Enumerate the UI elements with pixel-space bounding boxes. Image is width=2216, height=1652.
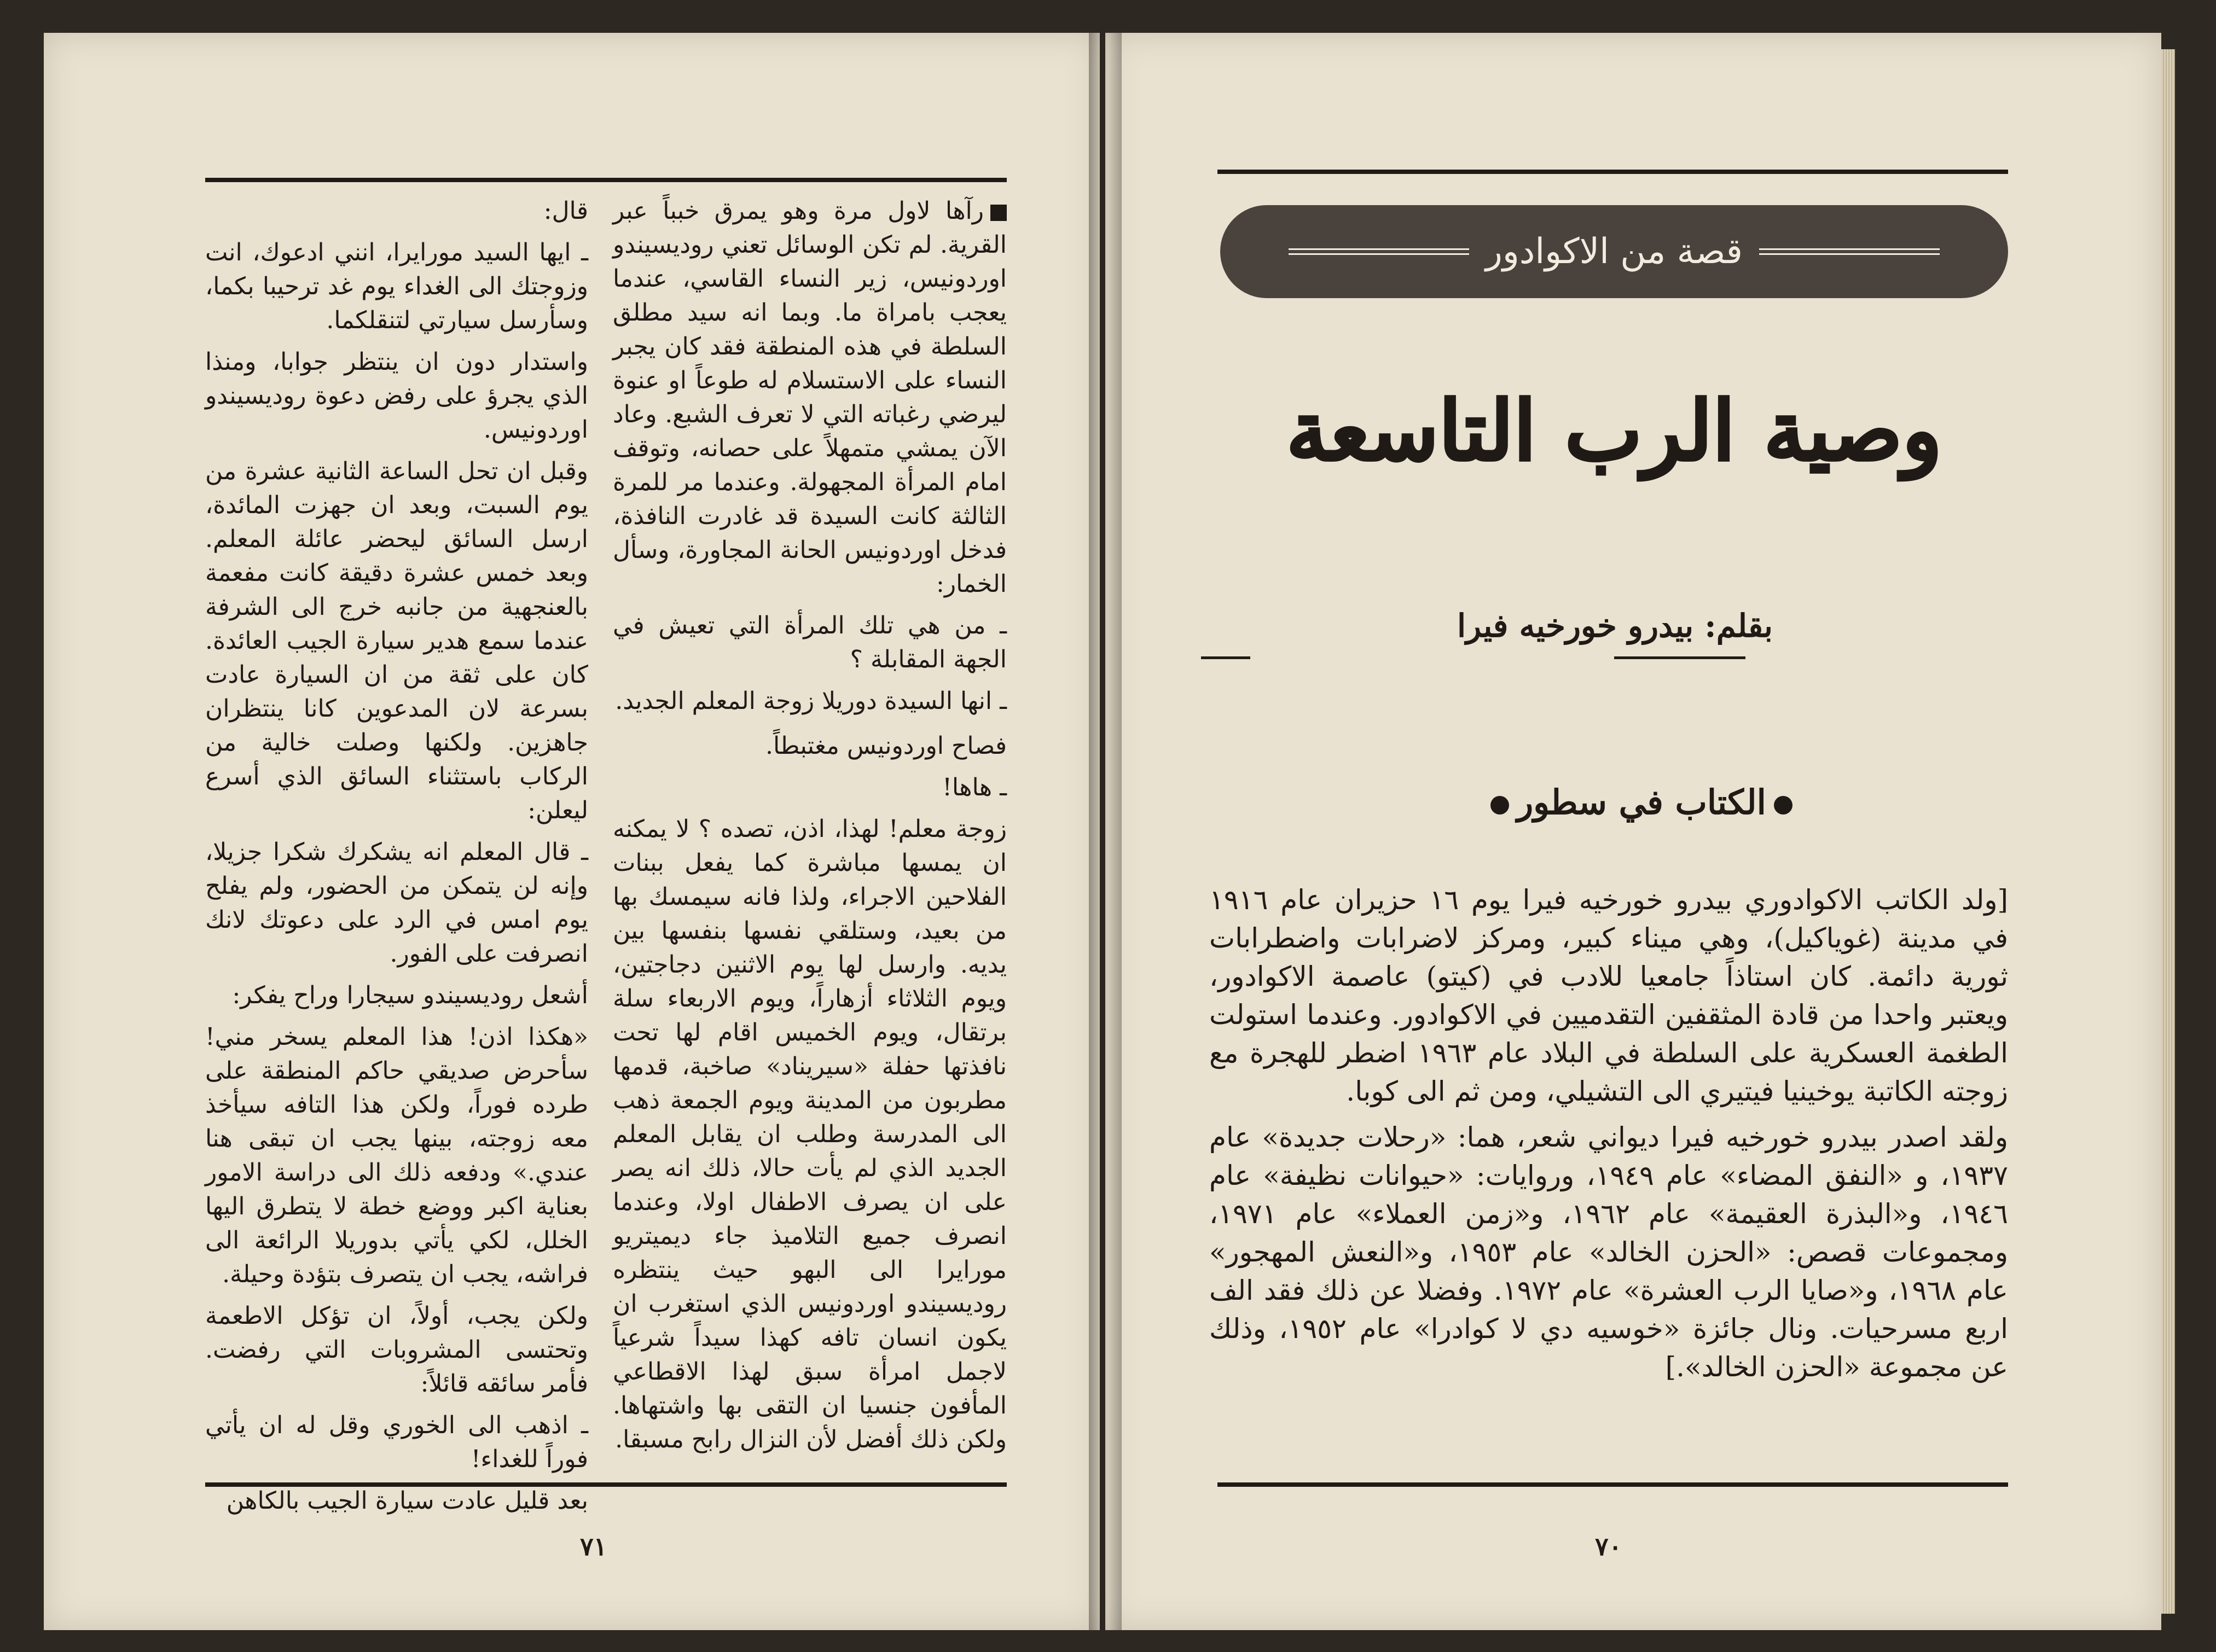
page-edges bbox=[2161, 49, 2175, 1614]
paragraph: [ولد الكاتب الاكوادوري بيدرو خورخيه فيرا يوم ١٦ حزيران عام ١٩١٦ في مدينة (غوياكيل)، وهي ميناء كبير، ومركز لاضرابات واضطرابات ثورية دائمة. كان استاذاً جامعيا للادب في (كيتو) عاصمة الاكوادور، ويعتبر واحدا من قادة المثقفين التقدميين في الاكوادور. وعندما استولت الطغمة العسكرية على السلطة في البلاد عام ١٩٦٣ اضطر للهجرة مع زوجته الكاتبة يوخينيا فيتيري الى التشيلي، ومن ثم الى كوبا. bbox=[1209, 884, 2008, 1107]
left-top-rule bbox=[205, 178, 1007, 182]
paragraph: ـ هاها! bbox=[942, 773, 1007, 801]
right-bottom-rule bbox=[1217, 1482, 2008, 1487]
paragraph: ـ قال المعلم انه يشكرك شكرا جزيلا، وإنه لن يتمكن من الحضور، ولم يفلح يوم امس في الرد على دعوتك لانك انصرفت على الفور. bbox=[205, 838, 588, 968]
square-bullet-icon bbox=[990, 205, 1007, 221]
paragraph: أشعل روديسيندو سيجارا وراح يفكر: bbox=[232, 981, 588, 1009]
bullet-dot-icon bbox=[1490, 796, 1509, 815]
paragraph: واستدار دون ان ينتظر جوابا، ومنذا الذي يجرؤ على رفض دعوة روديسيندو اوردونيس. bbox=[205, 348, 588, 444]
paragraph: فصاح اوردونيس مغتبطاً. bbox=[765, 732, 1007, 760]
banner-right-rule bbox=[1289, 248, 1469, 255]
banner-left-rule bbox=[1759, 248, 1940, 255]
paragraph: ـ ايها السيد مورايرا، انني ادعوك، انت وزوجتك الى الغداء يوم غد ترحيبا بكما، وسأرسل سيارتي لتنقلكما. bbox=[205, 239, 588, 334]
story-title: وصية الرب التاسعة bbox=[1286, 383, 1942, 479]
byline-text: بقلم: بيدرو خورخيه فيرا bbox=[1457, 607, 1773, 644]
left-bottom-rule bbox=[205, 1482, 1007, 1487]
paragraph: رآها لاول مرة وهو يمرق خبباً عبر القرية. لم تكن الوسائل تعني روديسيندو اوردونيس، زير النساء القاسي، عندما يعجب بامراة ما. وبما انه سيد مطلق السلطة في هذه المنطقة فقد كان يجبر النساء على الاستسلام له طوعاً او عنوة ليرضي رغباته التي لا تعرف الشبع. وعاد الآن يمشي متمهلاً على حصانه، وتوقف امام المرأة المجهولة. وعندما مر للمرة الثالثة كانت السيدة قد غادرت النافذة، فدخل اوردونيس الحانة المجاورة، وسأل الخمار: bbox=[613, 197, 1007, 598]
paragraph: زوجة معلم! لهذا، اذن، تصده ؟ لا يمكنه ان يمسها مباشرة كما يفعل ببنات الفلاحين الاجراء، ولذا فانه سيمسك بها من بعيد، وستلقي نفسها بنفسها بين يديه. وارسل لها يوم الاثنين دجاجتين، ويوم الثلاثاء أزهاراً، ويوم الاربعاء سلة برتقال، ويوم الخميس اقام لها تحت نافذتها حفلة «سيريناد» صاخبة، قدمها مطربون من المدينة ويوم الجمعة ذهب الى المدرسة وطلب ان يقابل المعلم الجديد الذي لم يأت حالا، ذلك انه يصر على ان يصرف الاطفال اولا، وعندما انصرف جميع التلاميذ جاء ديميتريو مورايرا الى البهو حيث ينتظره روديسيندو اوردونيس الذي استغرب ان يكون انسان تافه كهذا سيداً شرعياً لاجمل امرأة سبق لهذا الاقطاعي المأفون جنسيا ان التقى بها واشتهاها. ولكن ذلك أفضل لأن النزال رابح مسبقا. bbox=[613, 815, 1007, 1453]
author-bio bbox=[1209, 881, 2008, 1394]
section-heading bbox=[1423, 782, 1860, 822]
byline bbox=[1258, 607, 1773, 644]
story-origin-banner bbox=[1220, 205, 2008, 298]
paragraph: ـ من هي تلك المرأة التي تعيش في الجهة المقابلة ؟ bbox=[613, 612, 1007, 673]
byline-underline bbox=[1614, 656, 1745, 659]
byline-underline-left bbox=[1201, 656, 1250, 659]
paragraph: وقبل ان تحل الساعة الثانية عشرة من يوم السبت، وبعد ان جهزت المائدة، ارسل السائق ليحضر عائلة المعلم. وبعد خمس عشرة دقيقة كانت مفعمة بالعنجهية من جانبه خرج الى الشرفة عندما سمع هدير سيارة الجيب العائدة. كان على ثقة من ان السيارة عادت بسرعة لان المدعوين كانا ينتظران جاهزين. ولكنها وصلت خالية من الركاب باستثناء السائق الذي أسرع ليعلن: bbox=[205, 457, 588, 824]
paragraph: «هكذا اذن! هذا المعلم يسخر مني! سأحرض صديقي حاكم المنطقة على طرده فوراً، ولكن هذا التافه سيأخذ معه زوجته، بينها يجب ان تبقى هنا عندي.» ودفعه ذلك الى دراسة الامور بعناية اكبر ووضع خطة لا يتطرق اليها الخلل، لكي يأتي بدوريلا الرائعة الى فراشه، يجب ان يتصرف بتؤدة وحيلة. bbox=[205, 1023, 588, 1288]
page-number: ٧١ bbox=[580, 1532, 607, 1561]
left-page-right-column bbox=[613, 194, 1007, 1464]
paragraph: ولكن يجب، أولاً، ان تؤكل الاطعمة وتحتسى المشروبات التي رفضت. فأمر سائقه قائلاً: bbox=[205, 1302, 588, 1398]
paragraph: قال: bbox=[543, 197, 588, 225]
paragraph: ـ اذهب الى الخوري وقل له ان يأتي فوراً للغداء! bbox=[205, 1411, 588, 1473]
banner-text: قصة من الاكوادور bbox=[1486, 231, 1743, 272]
paragraph: ولقد اصدر بيدرو خورخيه فيرا ديواني شعر، هما: «رحلات جديدة» عام ١٩٣٧، و «النفق المضاء» عام ١٩٤٩، وروايات: «حيوانات نظيفة» عام ١٩٤٦، و«البذرة العقيمة» عام ١٩٦٢، و«زمن العملاء» عام ١٩٧١، ومجموعات قصص: «الحزن الخالد» عام ١٩٥٣، و«النعش المهجور» عام ١٩٦٨، و«صايا الرب العشرة» عام ١٩٧٢. وفضلا عن ذلك فقد الف اربع مسرحيات. ونال جائزة «خوسيه دي لا كوادرا» عام ١٩٥٢، وذلك عن مجموعة «الحزن الخالد».] bbox=[1209, 1121, 2008, 1383]
book-gutter bbox=[1089, 33, 1122, 1630]
bullet-dot-icon bbox=[1774, 796, 1792, 815]
page-number: ٧٠ bbox=[1595, 1532, 1622, 1561]
left-page-left-column bbox=[205, 194, 588, 1526]
paragraph: ـ انها السيدة دوريلا زوجة المعلم الجديد. bbox=[615, 687, 1007, 715]
section-heading-text: الكتاب في سطور bbox=[1517, 782, 1766, 822]
paragraph: بعد قليل عادت سيارة الجيب بالكاهن bbox=[226, 1487, 588, 1515]
right-top-rule bbox=[1217, 170, 2008, 174]
